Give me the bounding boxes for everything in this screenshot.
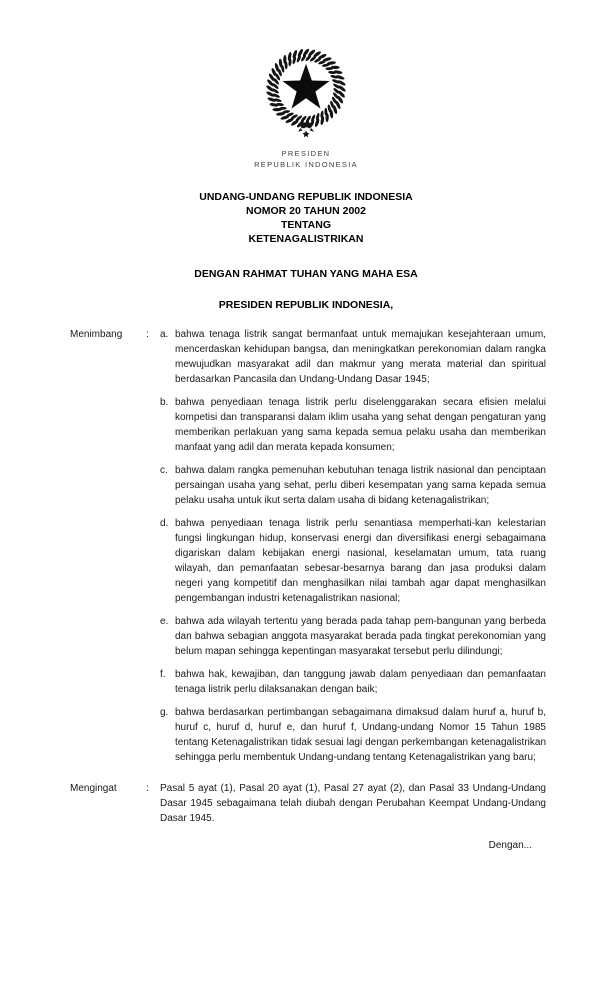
letterhead-text bbox=[0, 148, 612, 170]
title-block bbox=[0, 190, 612, 312]
menimbang-item-c bbox=[160, 463, 546, 508]
presidential-seal-icon bbox=[261, 46, 351, 140]
menimbang-item-g bbox=[160, 705, 546, 765]
menimbang-item-b bbox=[160, 395, 546, 455]
mengingat-colon: : bbox=[146, 783, 149, 794]
item-marker: c. bbox=[160, 465, 168, 476]
menimbang-colon: : bbox=[146, 329, 149, 340]
menimbang-item-d bbox=[160, 516, 546, 606]
letterhead-presiden: PRESIDEN bbox=[281, 149, 331, 158]
item-text: bahwa ada wilayah tertentu yang berada pada tahap pem-bangunan yang berbeda dan bahwa sebagian anggota masyarakat berada pada tingkat perekonomian yang belum mapan sehingga kepentingan masyarakat tersebut perlu dilindungi; bbox=[175, 616, 546, 657]
section-mengingat bbox=[70, 781, 546, 826]
item-text: bahwa berdasarkan pertimbangan sebagaimana dimaksud dalam huruf a, huruf b, huruf c, huruf d, huruf e, dan huruf f, Undang-undang Nomor 15 Tahun 1985 tentang Ketenagalistrikan tidak sesuai lagi dengan perkembangan ketenagalistrikan sehingga perlu membentuk Undang-undang tentang Ketenagalistrikan yang baru; bbox=[175, 707, 546, 763]
mengingat-body bbox=[160, 781, 546, 826]
letterhead-republik-indonesia: REPUBLIK INDONESIA bbox=[254, 160, 358, 169]
doc-authority: PRESIDEN REPUBLIK INDONESIA, bbox=[218, 299, 394, 311]
item-marker: e. bbox=[160, 616, 169, 627]
item-marker: f. bbox=[160, 669, 166, 680]
item-text: bahwa dalam rangka pemenuhan kebutuhan tenaga listrik nasional dan penciptaan persaingan usaha yang sehat, perlu diberi kesempatan yang sama kepada semua pelaku usaha untuk ikut serta dalam usaha di bidang ketenagalistrikan; bbox=[175, 465, 546, 506]
section-menimbang bbox=[70, 327, 546, 765]
menimbang-item-e bbox=[160, 614, 546, 659]
menimbang-body bbox=[160, 327, 546, 765]
doc-title-line-1: UNDANG-UNDANG REPUBLIK INDONESIA bbox=[199, 191, 413, 203]
menimbang-item-f bbox=[160, 667, 546, 697]
item-text: bahwa penyediaan tenaga listrik perlu senantiasa memperhati-kan kelestarian fungsi lingkungan hidup, konservasi energi dan diversifikasi energi sebagaimana digariskan dalam kebijakan energi nasional, keselamatan umum, tata ruang wilayah, dan pemanfaatan sebesar-besarnya barang dan jasa produksi dalam negeri yang kompetitif dan menghasilkan nilai tambah agar dapat menghasilkan pengembangan industri ketenagalistrikan nasional; bbox=[175, 518, 546, 604]
item-text: bahwa penyediaan tenaga listrik perlu diselenggarakan secara efisien melalui kompetisi dan transparansi dalam iklim usaha yang sehat dengan pengaturan yang memberikan perlakuan yang sama kepada semua pelaku usaha dan memberikan manfaat yang adil dan merata kepada konsumen; bbox=[175, 397, 546, 453]
letterhead bbox=[0, 0, 612, 170]
item-marker: g. bbox=[160, 707, 169, 718]
menimbang-item-a bbox=[160, 327, 546, 387]
mengingat-label: Mengingat bbox=[70, 783, 117, 794]
doc-invocation: DENGAN RAHMAT TUHAN YANG MAHA ESA bbox=[194, 268, 418, 280]
mengingat-text: Pasal 5 ayat (1), Pasal 20 ayat (1), Pasal 27 ayat (2), dan Pasal 33 Undang-Undang Dasar 1945 sebagaimana telah diubah dengan Perubahan Keempat Undang-Undang Dasar 1945. bbox=[160, 783, 546, 824]
item-text: bahwa hak, kewajiban, dan tanggung jawab dalam penyediaan dan pemanfaatan tenaga listrik perlu dilaksanakan dengan baik; bbox=[175, 669, 546, 695]
page-catchword: Dengan... bbox=[488, 840, 532, 851]
doc-title-line-2: NOMOR 20 TAHUN 2002 bbox=[245, 205, 366, 217]
doc-title-line-4: KETENAGALISTRIKAN bbox=[248, 233, 364, 245]
doc-title-line-3: TENTANG bbox=[281, 219, 331, 231]
item-marker: d. bbox=[160, 518, 169, 529]
item-marker: b. bbox=[160, 397, 169, 408]
star-glyph bbox=[282, 64, 329, 109]
item-marker: a. bbox=[160, 329, 169, 340]
menimbang-label: Menimbang bbox=[70, 329, 123, 340]
item-text: bahwa tenaga listrik sangat bermanfaat untuk memajukan kesejahteraan umum, mencerdaskan kehidupan bangsa, dan meningkatkan perekonomian dalam rangka mewujudkan masyarakat adil dan makmur yang merata material dan spiritual berdasarkan Pancasila dan Undang-Undang Dasar 1945; bbox=[175, 329, 546, 385]
